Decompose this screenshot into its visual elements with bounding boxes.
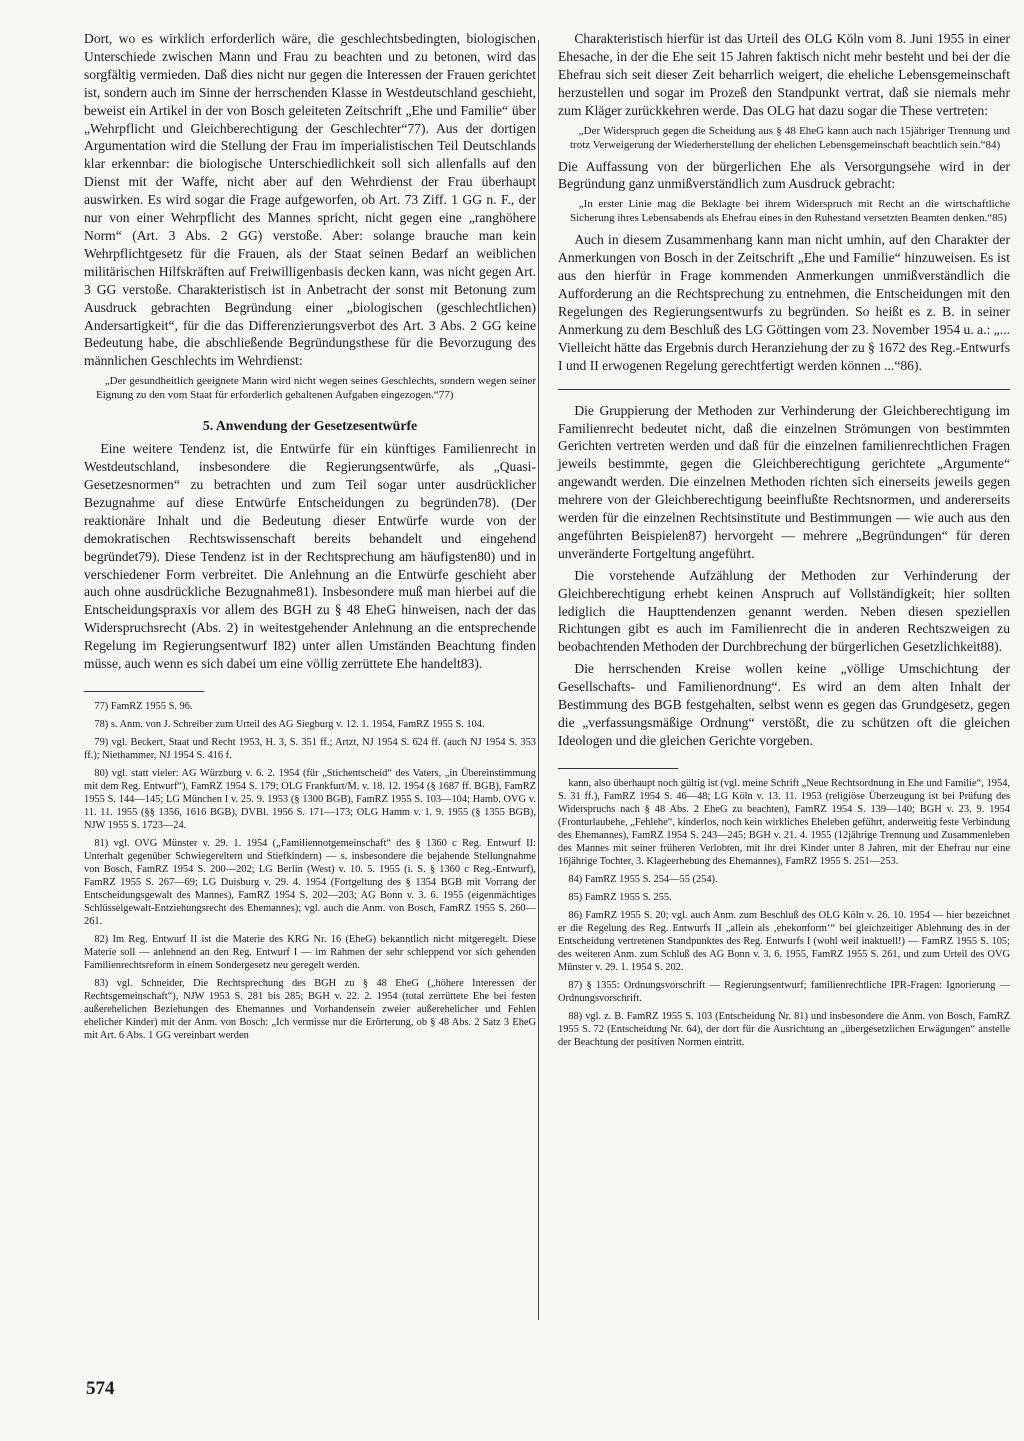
paragraph: Die herrschenden Kreise wollen keine „völlige Umschichtung der Gesellschafts- und Familienordnung“. Es wird an dem alten Inhalt der Bestimmung des BGB festgehalten, selbst wenn es gegen das Grundgesetz, gegen die „verfassungsmäßige Ordnung“ verstößt, die zu schützen oft die gleichen Ideologen und die gleichen Gerichte vorgeben. — [558, 661, 1010, 748]
paragraph: Charakteristisch hierfür ist das Urteil des OLG Köln vom 8. Juni 1955 in einer Ehesache, in der die Ehe seit 15 Jahren faktisch nicht mehr besteht und bei der die Ehefrau sich seit dieser Zeit beharrlich weigert, die eheliche Lebensgemeinschaft herzustellen und sogar im Prozeß den Standpunkt vertrat, daß sie niemals mehr zum Kläger zurückkehren werde. Das OLG hat dazu sogar die These vertreten: — [558, 31, 1010, 118]
paragraph: Auch in diesem Zusammenhang kann man nicht umhin, auf den Charakter der Anmerkungen von Bosch in der Zeitschrift „Ehe und Familie“ hinzuweisen. Es ist aus den hierfür in Frage kommenden Anmerkungen unmißverständlich die Aufforderung an die Rechtsprechung zu entnehmen, die Entscheidungen mit den Regelungen des Regierungsentwurfs zu begründen. So heißt es z. B. in seiner Anmerkung zu dem Beschluß des LG Göttingen vom 23. November 1954 u. a.: „... Vielleicht hätte das Ergebnis durch Heranziehung der zu § 1672 des Reg.-Entwurfs I und II erwogenen Regelung gerechtfertigt werden können ...“86). — [558, 232, 1010, 373]
block-quote: „Der Widerspruch gegen die Scheidung aus § 48 EheG kann auch nach 15jähriger Trennung und trotz Verweigerung der Wiederherstellung der ehelichen Lebensgemeinschaft beachtlich sein.“84) — [570, 124, 1010, 151]
footnote: 77) FamRZ 1955 S. 96. — [94, 701, 193, 712]
footnote: 85) FamRZ 1955 S. 255. — [568, 891, 672, 903]
paragraph: Die Auffassung von der bürgerlichen Ehe als Versorgungsehe wird in der Begründung ganz unmißverständlich zum Ausdruck gebracht: — [558, 158, 1010, 192]
footnote: 88) vgl. z. B. FamRZ 1955 S. 103 (Entscheidung Nr. 81) und insbesondere die Anm. von Bosch, FamRZ 1955 S. 72 (Entscheidung Nr. 64), der dort für die Ausrichtung an „übergesetzlichen Erwägungen“ anstelle der Beachtung der positiven Normen eintritt. — [558, 1010, 1010, 1048]
footnote: 83) vgl. Schneider, Die Rechtsprechung des BGH zu § 48 EheG („höhere Interessen der Rechtsgemeinschaft“), NJW 1953 S. 281 bis 285; BGH v. 22. 2. 1954 (total zerrüttete Ehe bei festen außerehelichen Beziehungen des Ehemannes und Vorhandensein zweier außerehelicher und Fehlen ehelicher Kinder) mit der Anm. von Bosch: „Ich vermisse nur die Erörterung, ob § 48 Abs. 2 Satz 3 EheG mit Art. 6 Abs. 1 GG vereinbart werden — [84, 978, 536, 1041]
left-column — [84, 30, 536, 1047]
paragraph: Die vorstehende Aufzählung der Methoden zur Verhinderung der Gleichberechtigung erhebt keinen Anspruch auf Vollständigkeit; hier sollten lediglich die Haupttendenzen genannt werden. Neben diesen speziellen Richtungen gibt es auch im Familienrecht die in anderen Rechtszweigen zu beobachtenden Methoden der Durchbrechung der bürgerlichen Gesetzlichkeit88). — [558, 567, 1010, 655]
footnote: 80) vgl. statt vieler: AG Würzburg v. 6. 2. 1954 (für „Stichentscheid“ des Vaters, „in Übereinstimmung mit dem Reg. Entwurf“), FamRZ 1954 S. 179; OLG Frankfurt/M. v. 18. 12. 1954 (§ 1687 ff. BGB), FamRZ 1955 S. 144—145; LG München I v. 25. 9. 1953 (§ 1300 BGB), FamRZ 1955 S. 103—104; Hamb. OVG v. 11. 11. 1955 (§§ 1356, 1616 BGB), DVBl. 1956 S. 171—173; OLG Hamm v. 1. 9. 1955 (§ 1355 BGB), NJW 1955 S. 1723—24. — [84, 768, 536, 831]
column-divider — [538, 40, 539, 1320]
paragraph: Dort, wo es wirklich erforderlich wäre, die geschlechtsbedingten, biologischen Unterschiede zwischen Mann und Frau zu beachten und zu betonen, wird das sorgfältig vermieden. Daß dies nicht nur gegen die Interessen der Frauen gerichtet ist, sondern auch im Sinne der herrschenden Klasse in Westdeutschland geschieht, beweist ein Artikel in der von Bosch geleiteten Zeitschrift „Ehe und Familie“ über „Wehrpflicht und Gleichberechtigung der Geschlechter“77). Aus der dortigen Argumentation wird die Stellung der Frau im imperialistischen Teil Deutschlands klar erkennbar: die biologische Unterschiedlichkeit soll sich allenfalls auf den Dienst mit der Waffe, nicht aber auf den Wehrdienst der Frau überhaupt auswirken. Es wird sogar die Frage aufgeworfen, ob Art. 73 Ziff. 1 GG n. F., der nur von einer Wehrpflicht des Mannes spricht, nicht gegen eine „ranghöhere Norm“ (Art. 3 Abs. 2 GG) verstoße. Aber: solange brauche man kein Wehrpflichtgesetz für die Frauen, als der Staat seinen Bedarf an weiblichen militärischen Hilfskräften auf Freiwilligenbasis decken kann, was nicht gegen Art. 3 GG verstoße. Charakteristisch ist in Anbetracht der sonst mit Betonung zum Ausdruck gebrachten Begründung einer „biologischen (geschlechtlichen) Andersartigkeit“, für die das Differenzierungsverbot des Art. 3 Abs. 2 GG keine Bedeutung habe, die abschließende Begründungsthese für die Bevorzugung des männlichen Geschlechts im Wehrdienst: — [84, 31, 536, 369]
footnote: 81) vgl. OVG Münster v. 29. 1. 1954 („Familiennotgemeinschaft“ des § 1360 c Reg. Entwurf II: Unterhalt gegenüber Schwiegereltern und Stiefkindern) — s. insbesondere die bejahende Stellungnahme von Bosch, FamRZ 1954 S. 200—202; LG Berlin (West) v. 10. 5. 1955 (i. S. § 1360 c Reg.-Entwurf), FamRZ 1955 S. 267—69; LG Duisburg v. 29. 4. 1954 (Fortgeltung des § 1354 BGB mit Vorrang der Entscheidungsgewalt des Mannes), FamRZ 1954 S. 202—203; AG Bonn v. 3. 6. 1955 (eigenmächtiges Schlüsselgewalt-Entziehungsrecht des Ehemannes); vgl. auch die Anm. von Bosch, FamRZ 1955 S. 260—261. — [84, 838, 536, 927]
footnote-separator — [84, 691, 204, 692]
footnote: 84) FamRZ 1955 S. 254—55 (254). — [568, 873, 718, 885]
right-column — [558, 30, 1010, 1054]
page-number: 574 — [86, 1378, 115, 1399]
section-separator — [558, 389, 1010, 390]
section-heading: 5. Anwendung der Gesetzesentwürfe — [202, 418, 418, 434]
block-quote: „Der gesundheitlich geeignete Mann wird nicht wegen seines Geschlechts, sondern wegen seiner Eignung zu den vom Staat für erforderlich gehaltenen Aufgaben eingezogen.“77) — [96, 375, 536, 402]
footnote: 86) FamRZ 1955 S. 20; vgl. auch Anm. zum Beschluß des OLG Köln v. 26. 10. 1954 — hier bezeichnet er die Regelung des Reg. Entwurfs II „allein als ‚ehekonform‘“ bei gleichzeitiger Ablehnung des in der Entscheidung vertretenen Standpunktes des Reg. Entwurfs I (wohl weil inaktuell!) — FamRZ 1955 S. 105; des weiteren Anm. zum Schluß des AG Bonn v. 3. 6. 1955, FamRZ 1955 S. 261, und zum Urteil des OVG Münster v. 29. 1. 1954 S. 202. — [558, 909, 1010, 973]
footnote-continuation: kann, also überhaupt noch gültig ist (vgl. meine Schrift „Neue Rechtsordnung in Ehe und Familie“, 1954, S. 31 ff.), FamRZ 1954 S. 46—48; LG Köln v. 13. 11. 1953 (religiöse Überzeugung ist bei Prüfung des Widerspruchs nach § 48 Abs. 2 EheG zu beachten), FamRZ 1954 S. 139—140; BGH v. 23. 9. 1954 (Fronturlaubehe, „Fehlehe“, kinderlos, noch kein wirkliches Eheleben geführt, anderweitig feste Verbindung des Ehemannes), FamRZ 1954 S. 243—245; BGH v. 21. 4. 1955 (12jährige Trennung und Zusammenleben des Mannes mit seiner früheren Verlobten, mit ihr drei Kinder unter 8 Jahren, mit der Ehefrau nur eine 16jährige Tochter, 3. Klageerhebung des Ehemannes), FamRZ 1955 S. 251—253. — [558, 777, 1010, 867]
footnote: 87) § 1355: Ordnungsvorschrift — Regierungsentwurf; familienrechtliche IPR-Fragen: Ignorierung — Ordnungsvorschrift. — [558, 979, 1010, 1004]
footnotes — [84, 700, 536, 1042]
footnote: 78) s. Anm. von J. Schreiber zum Urteil des AG Siegburg v. 12. 1. 1954, FamRZ 1955 S. 104. — [94, 719, 485, 730]
footnote: 82) Im Reg. Entwurf II ist die Materie des KRG Nr. 16 (EheG) bekanntlich nicht mitgeregelt. Diese Materie soll — anlehnend an den Reg. Entwurf I — im Rahmen der sehr schleppend vor sich gehenden Familienrechtsreform in einem Sondergesetz neu geregelt werden. — [84, 934, 536, 971]
footnote-separator — [558, 768, 678, 769]
footnotes — [558, 777, 1010, 1049]
paragraph: Eine weitere Tendenz ist, die Entwürfe für ein künftiges Familienrecht in Westdeutschland, insbesondere die Regierungsentwürfe, als „Quasi-Gesetzesnormen“ zu betrachten und zum Teil sogar unter ausdrücklicher Bezugnahme auf diese Entwürfe Entscheidungen zu begründen78). (Der reaktionäre Inhalt und die Bedeutung dieser Entwürfe wurde von der demokratischen Rechtswissenschaft bereits behandelt und eingehend begründet79). Diese Tendenz ist in der Rechtsprechung am häufigsten80) und in verschiedener Form verbreitet. Die Anlehnung an die Entwürfe geschieht aber auch ohne ausdrückliche Bezugnahme81). Insbesondere muß man hierbei auf die Entscheidungspraxis vor allem des BGH zu § 48 EheG hinweisen, nach der das Widerspruchsrecht (Abs. 2) in weitestgehender Anlehnung an die entsprechende Regelung im Regierungsentwurf I82) unter allen Umständen Beachtung finden müsse, auch wenn es sich dabei um eine völlig zerrüttete Ehe handelt83). — [84, 441, 536, 672]
footnote: 79) vgl. Beckert, Staat und Recht 1953, H. 3, S. 351 ff.; Artzt, NJ 1954 S. 624 ff. (auch NJ 1954 S. 353 ff.); Niethammer, NJ 1954 S. 416 f. — [84, 737, 536, 761]
paragraph: Die Gruppierung der Methoden zur Verhinderung der Gleichberechtigung im Familienrecht bedeutet nicht, daß die einzelnen Strömungen von bestimmten Gerichten vertreten werden und daß für die einzelnen familienrechtlichen Fragen jeweils bestimmte, gegen die Gleichberechtigung gerichtete „Argumente“ angewandt werden. Die einzelnen Methoden richten sich einerseits jeweils gegen mehrere von der Gleichberechtigung beeinflußte Rechtsnormen, und andererseits werden für die einzelnen Rechtsinstitute und Bestimmungen — wie auch aus den angeführten Beispielen87) hervorgeht — mehrere „Begründungen“ für deren unveränderte Fortgeltung angeführt. — [558, 402, 1010, 561]
block-quote: „In erster Linie mag die Beklagte bei ihrem Widerspruch mit Recht an die wirtschaftliche Sicherung ihres Lebensabends als Ehefrau eines in den Ruhestand versetzten Beamten denken.“85) — [570, 198, 1010, 225]
